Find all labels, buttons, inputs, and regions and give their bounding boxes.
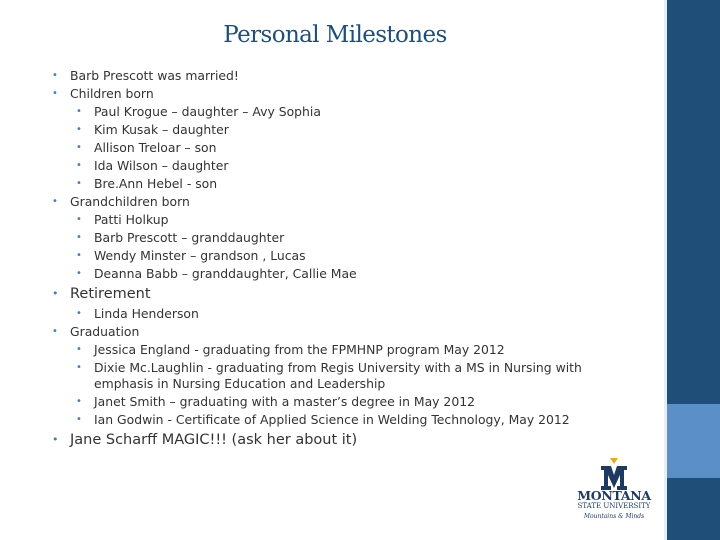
bullet-dot-icon: • (76, 232, 82, 243)
bullet-text: Kim Kusak – daughter (94, 122, 229, 137)
bullet-text: Ian Godwin - Certificate of Applied Science in Welding Technology, May 2012 (94, 412, 570, 427)
bullet-item (52, 393, 652, 411)
bullet-dot-icon: • (76, 160, 82, 171)
bullet-text: Children born (70, 86, 154, 101)
bullet-dot-icon: • (76, 362, 82, 373)
bullet-text: Ida Wilson – daughter (94, 158, 229, 173)
bullet-dot-icon: • (52, 196, 58, 207)
bullet-item (52, 85, 652, 103)
bullet-text: Deanna Babb – granddaughter, Callie Mae (94, 266, 357, 281)
logo-subtitle: STATE UNIVERSITY (577, 502, 651, 510)
bullet-item (52, 139, 652, 157)
bullet-dot-icon: • (76, 142, 82, 153)
bullet-dot-icon: • (52, 326, 58, 337)
bullet-dot-icon: • (76, 396, 82, 407)
bullet-text: Retirement (70, 286, 151, 302)
bullet-item (52, 229, 652, 247)
bullet-text: Jessica England - graduating from the FPMHNP program May 2012 (94, 342, 505, 357)
bullet-item (52, 193, 652, 211)
bullet-item (52, 265, 652, 283)
bullet-text: Graduation (70, 324, 140, 339)
bullet-item (52, 211, 652, 229)
bullet-text: Barb Prescott – granddaughter (94, 230, 285, 245)
bullet-item (52, 305, 652, 323)
bullet-dot-icon: • (76, 124, 82, 135)
bullet-item (52, 429, 652, 451)
slide-title: Personal Milestones (223, 22, 447, 48)
bullet-item (52, 323, 652, 341)
bullet-item (52, 67, 652, 85)
bullet-dot-icon: • (52, 88, 58, 99)
bullet-dot-icon: • (52, 433, 59, 446)
bullet-text: Linda Henderson (94, 306, 199, 321)
bullet-item (52, 247, 652, 265)
bullet-item (52, 283, 652, 305)
bullet-text: Grandchildren born (70, 194, 190, 209)
bullet-text: Paul Krogue – daughter – Avy Sophia (94, 104, 321, 119)
bullet-dot-icon: • (76, 250, 82, 261)
bullet-item (52, 341, 652, 359)
bullet-item (52, 359, 652, 393)
bullet-text: Dixie Mc.Laughlin - graduating from Regis University with a MS in Nursing with emphasis in Nursing Education and Leadership (94, 360, 582, 391)
bullet-dot-icon: • (52, 287, 59, 300)
bullet-text: Patti Holkup (94, 212, 169, 227)
bullet-text: Janet Smith – graduating with a master’s degree in May 2012 (94, 394, 475, 409)
bullet-item (52, 175, 652, 193)
bullet-text: Jane Scharff MAGIC!!! (ask her about it) (70, 432, 358, 448)
bullet-dot-icon: • (76, 268, 82, 279)
bullet-item (52, 121, 652, 139)
bullet-item (52, 103, 652, 121)
bullet-dot-icon: • (76, 308, 82, 319)
bullet-list (52, 67, 652, 451)
bullet-dot-icon: • (76, 414, 82, 425)
bullet-item (52, 411, 652, 429)
bullet-text: Wendy Minster – grandson , Lucas (94, 248, 306, 263)
bullet-item (52, 157, 652, 175)
logo-mark-icon (599, 458, 629, 490)
bullet-text: Allison Treloar – son (94, 140, 217, 155)
bullet-dot-icon: • (76, 214, 82, 225)
bullet-dot-icon: • (52, 70, 58, 81)
bullet-text: Barb Prescott was married! (70, 68, 239, 83)
logo-name: MONTANA (577, 488, 651, 503)
side-band-accent (667, 404, 720, 478)
bullet-dot-icon: • (76, 178, 82, 189)
bullet-text: Bre.Ann Hebel - son (94, 176, 218, 191)
bullet-dot-icon: • (76, 106, 82, 117)
logo-motto: Mountains & Minds (583, 513, 645, 520)
bullet-dot-icon: • (76, 344, 82, 355)
university-logo (568, 458, 660, 532)
